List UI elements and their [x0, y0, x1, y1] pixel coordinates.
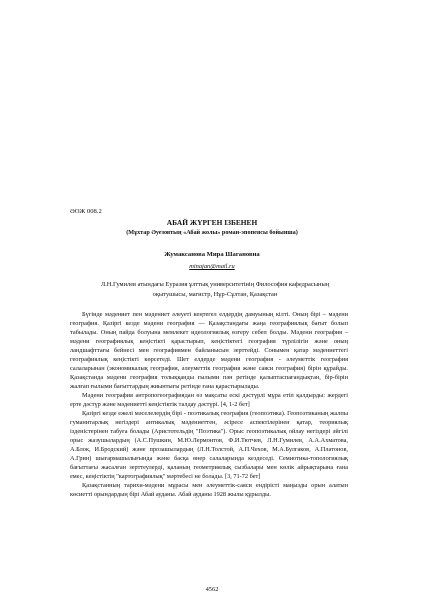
author-name: Жумаксанова Мира Шагановна — [164, 251, 260, 258]
page-number: 4562 — [205, 586, 219, 593]
article-subtitle: (Мұхтар Әуезовтың «Абай жолы» роман-эпопеясы бойынша) — [126, 229, 298, 236]
paragraph: Қазақстанның тарихи-мәдени мұрасы мен әлеуметтік-саяси ендірісті маңызды орын алатын көсиетті орындардың бірі Абай ауданы. Абай ауданы 1928 жылы құрылды. — [70, 482, 348, 498]
article-body — [70, 310, 348, 499]
paragraph: Мәдени география антропогеографиядан өз мақсаты ескі дәстүрлі мұра етіп қалдырды: жердегі ерте дәстүр және мәдениетті кеңістіктік талдау дәстүрі. [4, 1-2 бет] — [70, 392, 348, 408]
author-affiliation: Л.Н.Гумилев атындағы Еуразия ұлттық университетінің Философия кафедрасының оқытушысы, магистр, Нұр-Сұлтан, Қазақстан — [100, 281, 330, 298]
paragraph: Қазіргі кезде ежелі мәселелердің бірі - поэтикалық география (геопоэтика). Геопоэтиканың жалпы гуманитарлық негіздері антикалық мәдениеттен, әсіресе аспектілерінен қатар, теориялық ізденістерінен табуға болады (Аристотельдің "Поэтика"). Орыс геопоэтикалық ойлау негіздері әйгілі орыс жазушылардың (А.С.Пушкин, М.Ю.Лермонтов, Ф.И.Тютчев, Л.Н.Гумилев, А.А.Ахматова, А.Блок, И.Бродский) және прозашылардың (Л.Н.Толстой, А.П.Чехов, М.А.Булгаков, А.Платонов, А.Грин) шығармашылығында және басқа өнер салаларында кездеседі. Семиотика-топологиялық бағыттағы жасалған зерттеулерді, қаланың геометриялық сызбалары мен көлік айрықтарына ғана емес, кеңістіктің "картографиялық" мәртебесі не болады. [3, 71-72 бет] — [70, 410, 348, 480]
udc-code: ӘОЖ 008.2 — [70, 208, 102, 215]
author-email[interactable]: minajan@mail.ru — [189, 263, 235, 270]
article-title: АБАЙ ЖҮРГЕН ІЗБЕНЕН — [166, 218, 258, 227]
paragraph: Бүгінде мәдениет пен мәдениет әлеуеті кеңтегел елдердің дамуының кілті. Оның бірі – мәдени география. Қазіргі кезде мәдени география — Қазақстандағы жаңа географиялық бағыт болып табылады. Оның пайда болуына мемлекет идеологиялық өзгеру себеп болды. Мәдени география – мәдени географиялық кеңістікті қарастырып, кеңістіктегі география түрлілігін және оның ландшафттағы бейнесі мен географиямен байланысын зерттейді. Сонымен қатар мәдениеттегі географиялық кеңістікті көрсетеді. Шет елдерде мәдени география - әлеуметтік география салаларынан (экономикалық география, әлеуметтік география және саяси география) бірін құрайды. Қазақстанда мәдени география толыққанды ғылыми пән ретінде қалыптаспағандықтан, бір-бірін жалғап ғылыми бағыттардың жиынтығы ретінде ғана қарастырылады. — [70, 311, 348, 390]
